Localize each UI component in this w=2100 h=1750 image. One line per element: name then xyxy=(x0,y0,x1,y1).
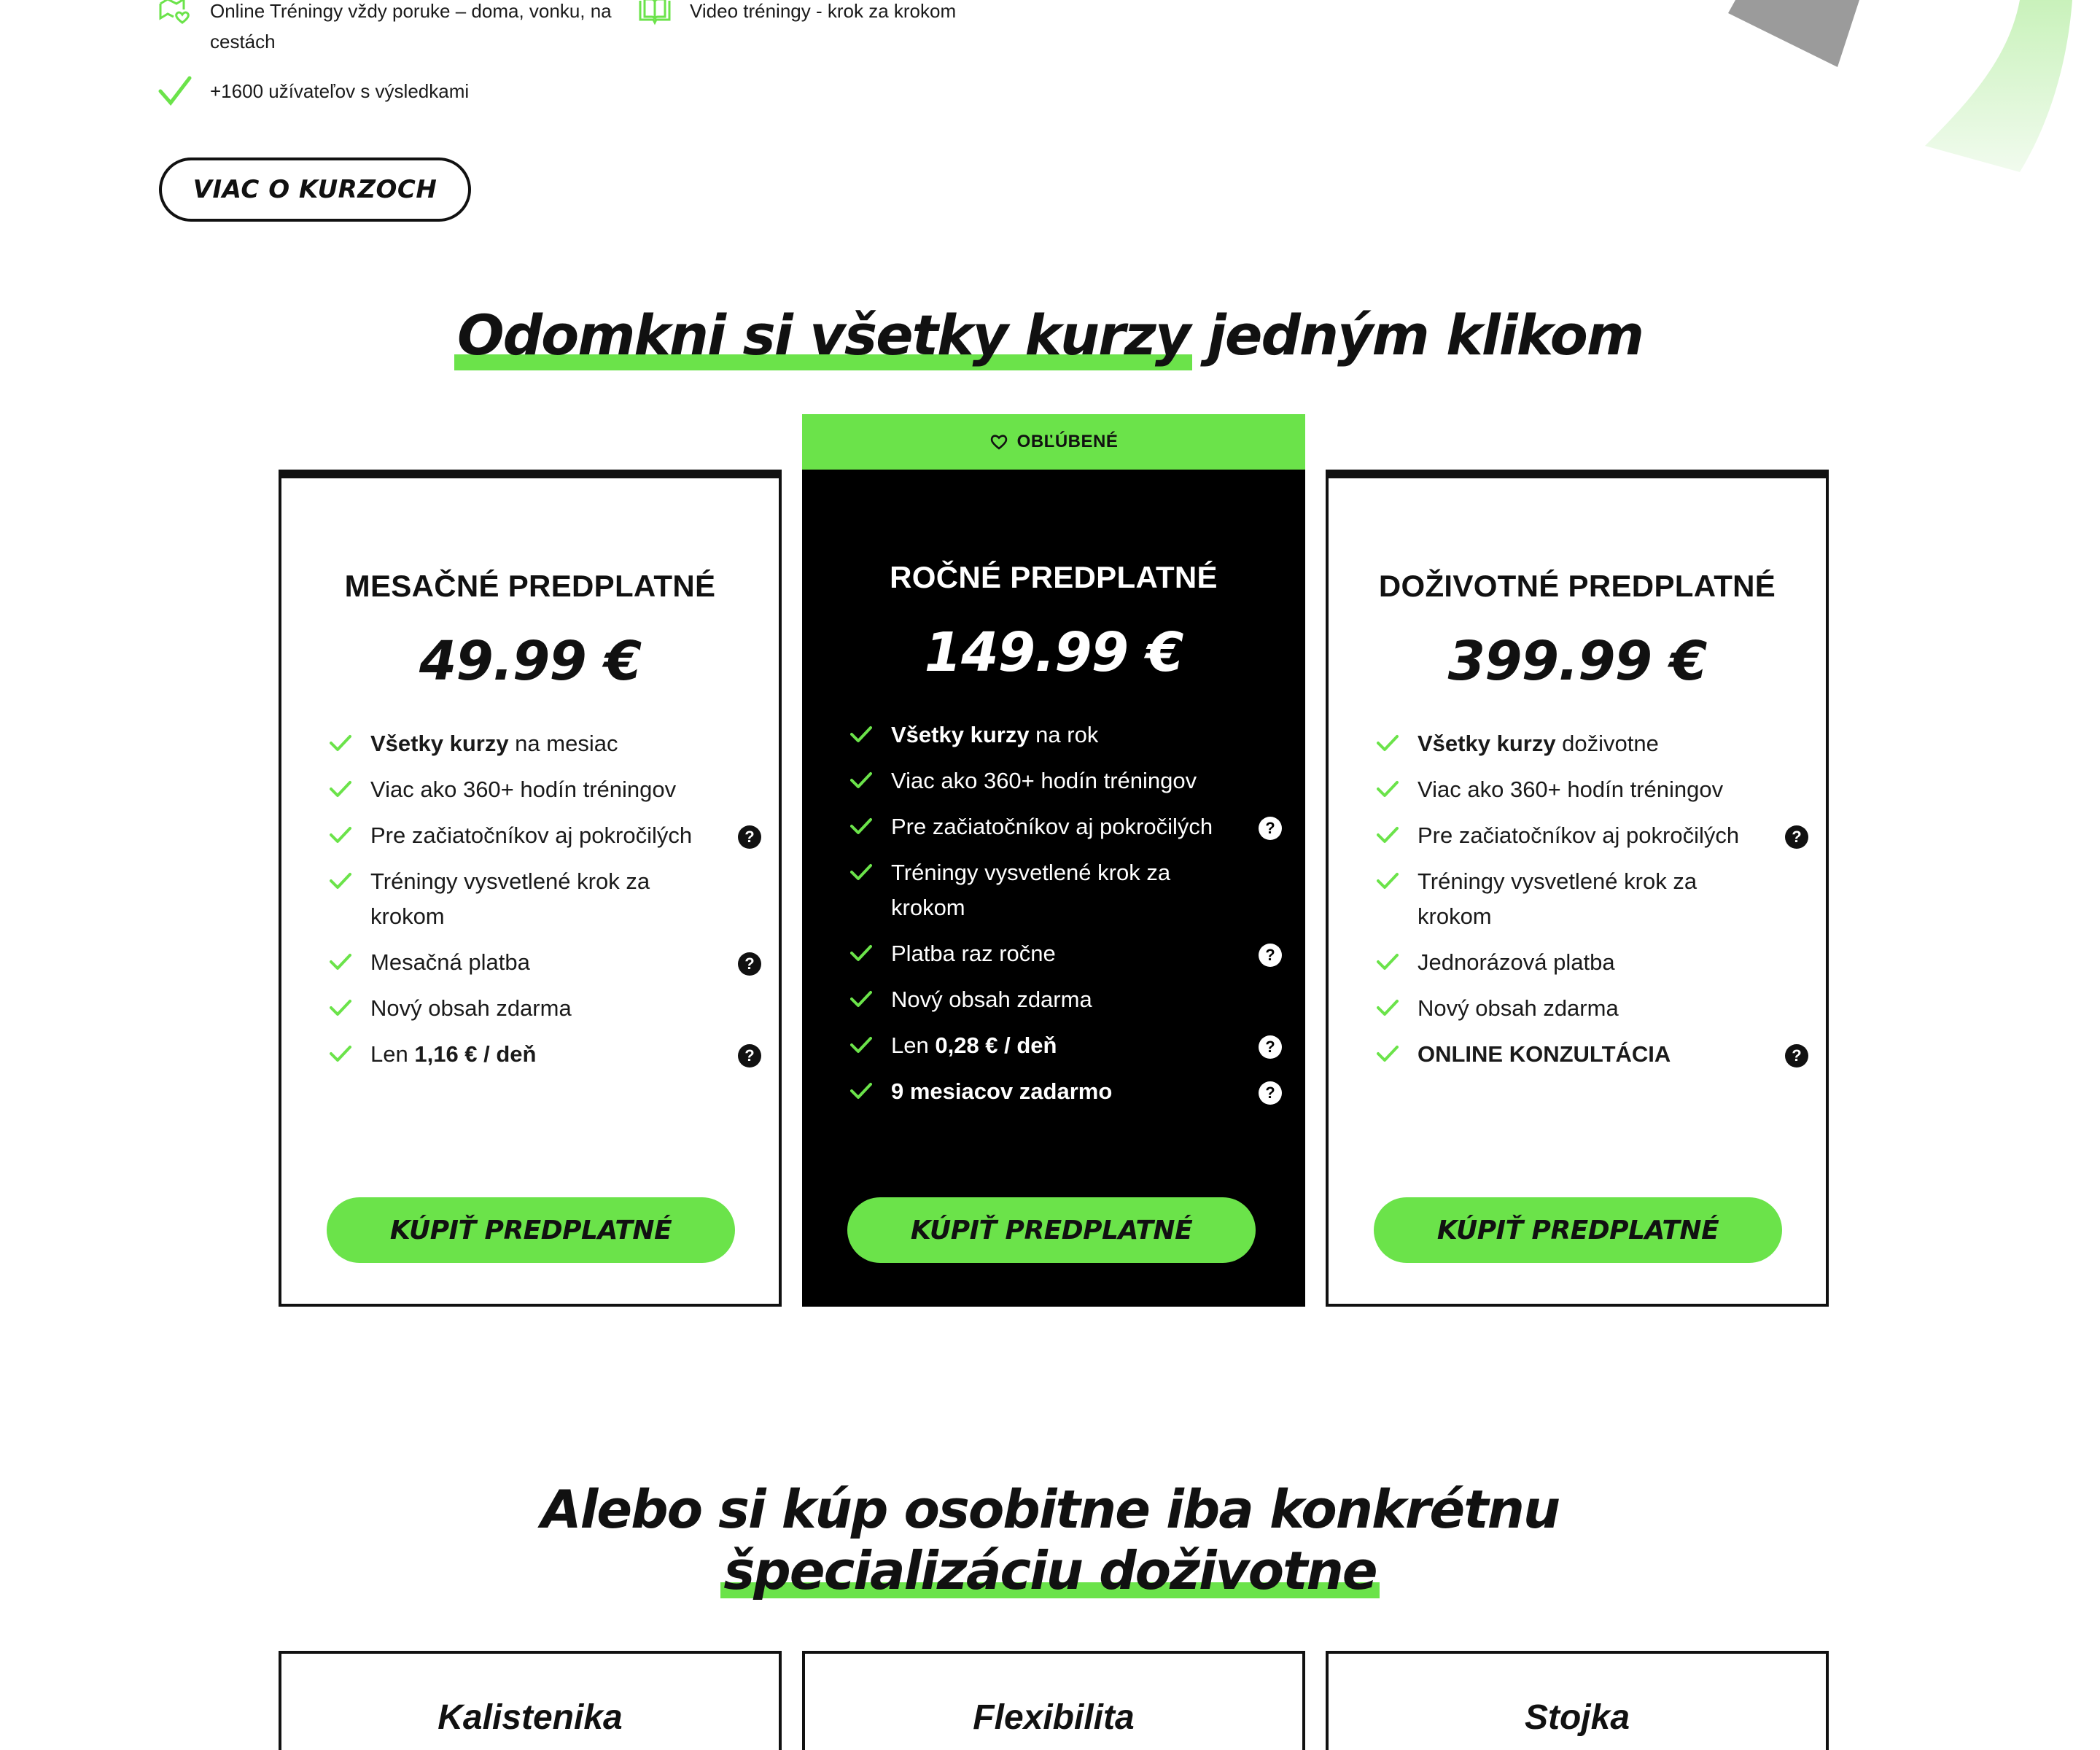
check-icon xyxy=(850,1081,872,1100)
unlock-heading xyxy=(0,298,2100,373)
check-icon xyxy=(1377,779,1399,798)
plan-title: MESAČNÉ PREDPLATNÉ xyxy=(344,569,716,603)
favorite-badge xyxy=(802,414,1305,470)
plan-feature-text: Nový obsah zdarma xyxy=(370,995,572,1021)
decorative-green-arc xyxy=(1910,0,2078,182)
specialization-title: Flexibilita xyxy=(973,1698,1135,1737)
check-icon xyxy=(330,871,351,890)
plan-feature-list xyxy=(850,718,1273,1120)
specialization-heading-line2: špecializáciu doživotne xyxy=(723,1540,1377,1601)
specialization-heading-line1: Alebo si kúp osobitne iba konkrétnu xyxy=(540,1479,1560,1540)
buy-subscription-button[interactable]: KÚPIŤ PREDPLATNÉ xyxy=(1374,1197,1782,1263)
plan-feature-text: Pre začiatočníkov aj pokročilých xyxy=(891,814,1213,839)
plan-feature-bold: ONLINE KONZULTÁCIA xyxy=(1418,1041,1671,1067)
plan-feature-bold: 0,28 € / deň xyxy=(935,1032,1057,1058)
plan-feature-text: Tréningy vysvetlené krok za krokom xyxy=(1418,868,1698,929)
checkmark-icon xyxy=(158,76,195,106)
check-icon xyxy=(850,944,872,962)
plan-title: DOŽIVOTNÉ PREDPLATNÉ xyxy=(1378,569,1776,603)
plan-feature-text: Viac ako 360+ hodín tréningov xyxy=(1418,777,1724,802)
plan-feature-list xyxy=(1377,726,1800,1083)
decorative-gray-shape xyxy=(1728,0,1874,73)
check-icon xyxy=(330,1044,351,1063)
plan-feature-item xyxy=(1377,864,1800,934)
plan-feature-bold: Všetky kurzy xyxy=(1418,731,1556,756)
plan-feature-item xyxy=(850,809,1273,844)
plan-feature-item xyxy=(1377,772,1800,807)
plan-price: 49.99 € xyxy=(419,630,642,693)
check-icon xyxy=(1377,871,1399,890)
plan-feature-text: Jednorázová platba xyxy=(1418,949,1615,975)
plan-feature-item xyxy=(330,945,755,980)
plan-feature-item xyxy=(1377,945,1800,980)
feature-online-text: Online Tréningy vždy poruke – doma, vonku, na cestách xyxy=(210,0,612,52)
question-circle-icon[interactable]: ? xyxy=(1259,1035,1282,1059)
check-icon xyxy=(850,771,872,790)
plan-title: ROČNÉ PREDPLATNÉ xyxy=(890,560,1218,594)
open-book-icon xyxy=(637,0,675,26)
plan-feature-item xyxy=(1377,818,1800,853)
favorite-badge-label: OBĽÚBENÉ xyxy=(1016,432,1119,451)
buy-subscription-button[interactable]: KÚPIŤ PREDPLATNÉ xyxy=(327,1197,735,1263)
question-circle-icon[interactable]: ? xyxy=(1259,944,1282,967)
plan-feature-bold: 9 mesiacov zadarmo xyxy=(891,1078,1113,1104)
plan-feature-item xyxy=(330,772,752,807)
plan-feature-item xyxy=(1377,991,1800,1026)
check-icon xyxy=(1377,734,1399,752)
question-circle-icon[interactable]: ? xyxy=(738,952,761,976)
plan-feature-item xyxy=(330,1037,755,1072)
unlock-heading-rest: jedným klikom xyxy=(1189,303,1644,368)
plan-feature-item xyxy=(850,855,1273,925)
question-circle-icon[interactable]: ? xyxy=(1259,1081,1282,1105)
heart-icon xyxy=(989,433,1008,451)
plan-feature-bold: Všetky kurzy xyxy=(891,722,1030,747)
specialization-card-handstand[interactable] xyxy=(1326,1651,1829,1750)
check-icon xyxy=(330,734,351,752)
plan-feature-list xyxy=(330,726,755,1083)
check-icon xyxy=(330,779,351,798)
map-heart-icon xyxy=(158,0,195,26)
plan-feature-text: Pre začiatočníkov aj pokročilých xyxy=(1418,822,1740,848)
unlock-heading-highlight: Odomkni si všetky kurzy xyxy=(457,298,1189,373)
plan-feature-text: Viac ako 360+ hodín tréningov xyxy=(370,777,677,802)
plan-feature-item xyxy=(1377,1037,1800,1072)
plan-feature-item xyxy=(330,726,752,761)
check-icon xyxy=(1377,1044,1399,1063)
check-icon xyxy=(1377,825,1399,844)
plan-price: 149.99 € xyxy=(924,621,1183,684)
plan-feature-text: Tréningy vysvetlené krok za krokom xyxy=(370,868,650,929)
plan-feature-item xyxy=(850,1028,1273,1063)
check-icon xyxy=(850,725,872,744)
question-circle-icon[interactable]: ? xyxy=(738,825,761,849)
check-icon xyxy=(330,825,351,844)
plan-feature-text: doživotne xyxy=(1555,731,1659,756)
plan-feature-item xyxy=(850,763,1273,798)
feature-video xyxy=(637,0,1098,26)
plan-feature-item xyxy=(330,991,752,1026)
plan-feature-text: Nový obsah zdarma xyxy=(891,987,1092,1012)
specialization-card-flexibility[interactable] xyxy=(802,1651,1305,1750)
check-icon xyxy=(850,1035,872,1054)
plan-feature-text: Mesačná platba xyxy=(370,949,530,975)
specialization-heading xyxy=(0,1479,2100,1601)
check-icon xyxy=(850,817,872,836)
specialization-title: Kalistenika xyxy=(438,1698,623,1737)
plan-feature-text: Tréningy vysvetlené krok za krokom xyxy=(891,860,1171,920)
plan-feature-item xyxy=(1377,726,1800,761)
plan-feature-item xyxy=(330,864,752,934)
plan-feature-bold: 1,16 € / deň xyxy=(414,1041,537,1067)
feature-online xyxy=(158,0,618,57)
plan-card-lifetime xyxy=(1326,470,1829,1307)
plan-feature-item xyxy=(850,936,1273,971)
check-icon xyxy=(1377,952,1399,971)
plan-price: 399.99 € xyxy=(1447,630,1707,693)
plan-feature-item xyxy=(330,818,755,853)
plan-feature-text: na mesiac xyxy=(508,731,618,756)
plan-feature-text: na rok xyxy=(1029,722,1099,747)
specialization-card-calisthenics[interactable] xyxy=(279,1651,782,1750)
specialization-title: Stojka xyxy=(1524,1698,1630,1737)
plan-feature-bold: Všetky kurzy xyxy=(370,731,509,756)
plan-card-yearly xyxy=(802,414,1305,1307)
feature-video-text: Video tréningy - krok za krokom xyxy=(690,0,957,22)
plan-feature-prefix: Len xyxy=(370,1041,415,1067)
question-circle-icon[interactable]: ? xyxy=(1259,817,1282,840)
plan-card-monthly xyxy=(279,470,782,1307)
plan-feature-text: Platba raz ročne xyxy=(891,941,1056,966)
check-icon xyxy=(850,863,872,882)
check-icon xyxy=(330,952,351,971)
plan-feature-text: Nový obsah zdarma xyxy=(1418,995,1619,1021)
question-circle-icon[interactable]: ? xyxy=(1785,1044,1808,1068)
plan-feature-item xyxy=(850,1074,1273,1109)
feature-users-text: +1600 užívateľov s výsledkami xyxy=(210,80,470,102)
question-circle-icon[interactable]: ? xyxy=(1785,825,1808,849)
plan-feature-item xyxy=(850,982,1273,1017)
buy-subscription-button[interactable]: KÚPIŤ PREDPLATNÉ xyxy=(847,1197,1256,1263)
check-icon xyxy=(850,989,872,1008)
feature-users xyxy=(158,76,618,106)
question-circle-icon[interactable]: ? xyxy=(738,1044,761,1068)
check-icon xyxy=(330,998,351,1017)
more-courses-button[interactable]: VIAC O KURZOCH xyxy=(159,158,471,222)
plan-feature-text: Pre začiatočníkov aj pokročilých xyxy=(370,822,693,848)
plan-feature-prefix: Len xyxy=(891,1032,936,1058)
plan-feature-text: Viac ako 360+ hodín tréningov xyxy=(891,768,1197,793)
plan-feature-item xyxy=(850,718,1273,752)
check-icon xyxy=(1377,998,1399,1017)
